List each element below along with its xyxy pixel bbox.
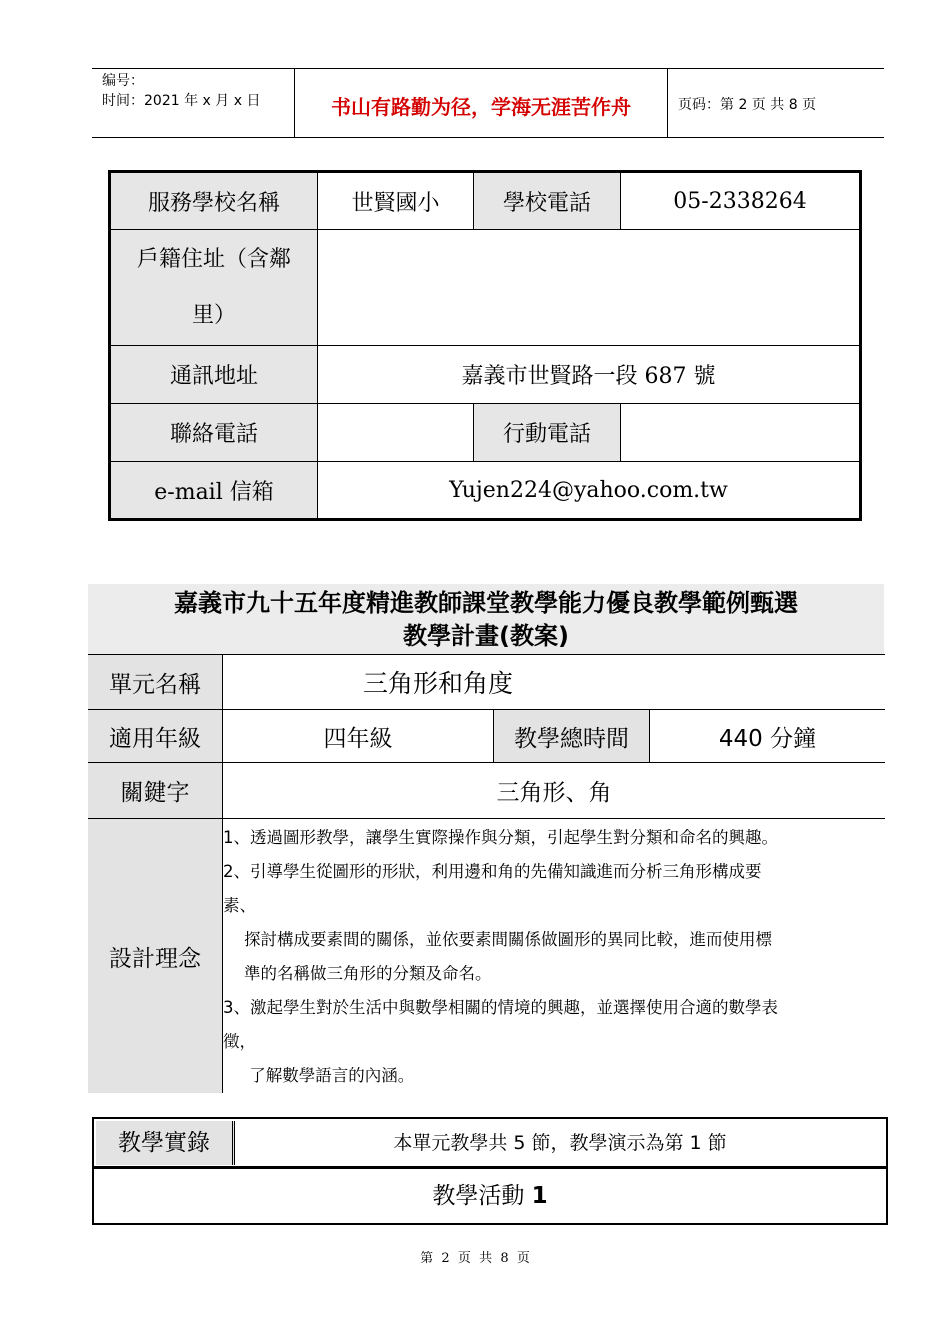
household-address-label — [110, 230, 318, 346]
school-phone-label: 學校電話 — [474, 172, 621, 230]
teaching-record-row — [94, 1119, 886, 1169]
plan-title — [88, 584, 884, 654]
page-header — [92, 68, 884, 138]
design-line: 2、引導學生從圖形的形狀，利用邊和角的先備知識進而分析三角形構成要 — [223, 862, 762, 881]
email-value: Yujen224@yahoo.com.tw — [318, 462, 861, 520]
teaching-record-table — [92, 1117, 888, 1225]
design-line: 探討構成要素間的關係，並依要素間關係做圖形的異同比較，進而使用標 — [223, 930, 772, 949]
lesson-plan-table — [88, 654, 885, 1093]
teaching-activity-heading — [94, 1169, 886, 1223]
mailing-address-value: 嘉義市世賢路一段 687 號 — [318, 346, 861, 404]
number-label: 编号： — [102, 73, 144, 89]
contact-phone-value — [318, 404, 474, 462]
time-label: 时间：2021 年 x 月 x 日 — [102, 93, 261, 109]
school-info-table — [108, 170, 862, 521]
design-line: 了解數學語言的內涵。 — [223, 1066, 415, 1085]
design-concept-label: 設計理念 — [88, 819, 223, 1094]
design-line: 1、透過圖形教學，讓學生實際操作與分類，引起學生對分類和命名的興趣。 — [223, 828, 778, 847]
header-page-info: 页码：第 2 页 共 8 页 — [678, 97, 817, 113]
school-phone-value: 05-2338264 — [621, 172, 861, 230]
school-name-label: 服務學校名稱 — [110, 172, 318, 230]
school-name-value: 世賢國小 — [318, 172, 474, 230]
total-time-label: 教學總時間 — [494, 710, 650, 763]
design-line: 徵， — [223, 1032, 256, 1051]
unit-name-label: 單元名稱 — [88, 655, 223, 710]
keyword-value: 三角形、角 — [223, 763, 886, 819]
total-time-value: 440 分鐘 — [650, 710, 886, 763]
page-footer: 第 2 页 共 8 页 — [420, 1251, 530, 1266]
household-label-line: 戶籍住址（含鄰 — [136, 246, 291, 272]
grade-value: 四年級 — [223, 710, 494, 763]
mailing-address-label: 通訊地址 — [110, 346, 318, 404]
contact-phone-label: 聯絡電話 — [110, 404, 318, 462]
grade-label: 適用年級 — [88, 710, 223, 763]
household-address-value — [318, 230, 861, 346]
keyword-label: 關鍵字 — [88, 763, 223, 819]
header-divider — [667, 69, 668, 137]
design-line: 3、激起學生對於生活中與數學相關的情境的興趣，並選擇使用合適的數學表 — [223, 998, 778, 1017]
plan-title-line: 教學計畫(教案) — [403, 622, 569, 650]
activity-text: 教學活動 — [432, 1183, 532, 1209]
teaching-record-note: 本單元教學共 5 節，教學演示為第 1 節 — [393, 1132, 727, 1154]
mobile-phone-value — [621, 404, 861, 462]
plan-title-line: 嘉義市九十五年度精進教師課堂教學能力優良教學範例甄選 — [174, 589, 798, 617]
header-motto: 书山有路勤为径，学海无涯苦作舟 — [331, 95, 631, 119]
teaching-record-label: 教學實錄 — [96, 1121, 235, 1165]
design-line: 素、 — [223, 896, 256, 915]
mobile-phone-label: 行動電話 — [474, 404, 621, 462]
design-concept-text — [223, 819, 886, 1094]
activity-number: 1 — [531, 1183, 548, 1209]
unit-name-value: 三角形和角度 — [223, 655, 886, 710]
design-line: 準的名稱做三角形的分類及命名。 — [223, 964, 492, 983]
header-meta — [102, 71, 260, 111]
household-label-line: 里） — [191, 302, 236, 328]
email-label: e-mail 信箱 — [110, 462, 318, 520]
